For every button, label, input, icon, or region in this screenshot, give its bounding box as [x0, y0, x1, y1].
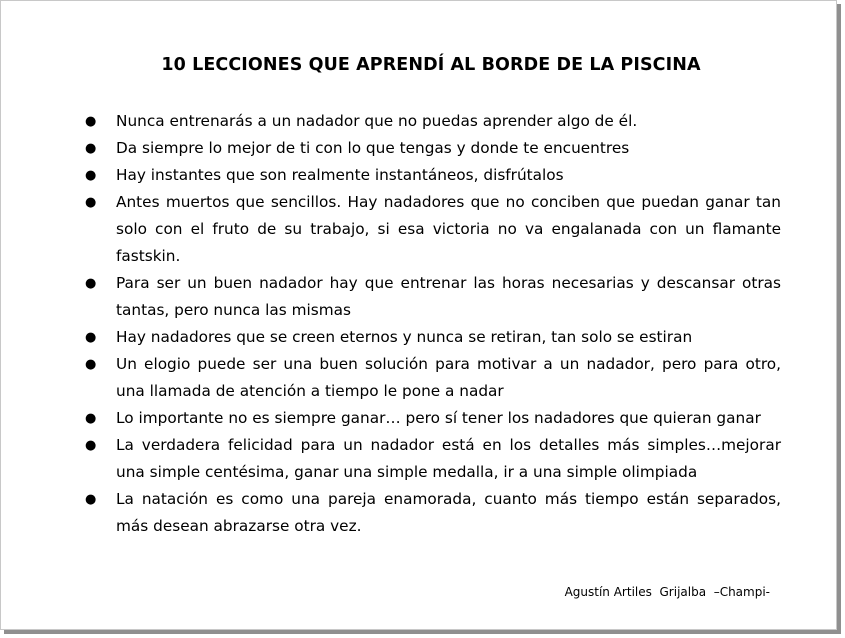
bullet-icon: ● — [85, 357, 97, 372]
list-item — [85, 189, 781, 270]
bullet-icon: ● — [85, 195, 97, 210]
bullet-icon: ● — [85, 492, 97, 507]
lessons-list — [85, 108, 781, 540]
lesson-text: Antes muertos que sencillos. Hay nadadores que no conciben que puedan ganar tan solo con el fruto de su trabajo, si esa victoria no va engalanada con un flamante fastskin. — [116, 193, 781, 265]
list-item — [85, 162, 781, 189]
bullet-icon: ● — [85, 168, 97, 183]
lesson-text: La natación es como una pareja enamorada, cuanto más tiempo están separados, más desean abrazarse otra vez. — [116, 490, 781, 535]
bullet-icon: ● — [85, 411, 97, 426]
lesson-text: Nunca entrenarás a un nadador que no puedas aprender algo de él. — [116, 112, 638, 130]
lesson-text: La verdadera felicidad para un nadador está en los detalles más simples…mejorar una simple centésima, ganar una simple medalla, ir a una simple olimpiada — [116, 436, 781, 481]
bullet-icon: ● — [85, 438, 97, 453]
list-item — [85, 432, 781, 486]
list-item — [85, 405, 781, 432]
bullet-icon: ● — [85, 276, 97, 291]
document-title: 10 LECCIONES QUE APRENDÍ AL BORDE DE LA PISCINA — [161, 55, 701, 75]
lesson-text: Un elogio puede ser una buen solución para motivar a un nadador, pero para otro, una llamada de atención a tiempo le pone a nadar — [116, 355, 781, 400]
list-item — [85, 108, 781, 135]
lesson-text: Lo importante no es siempre ganar… pero sí tener los nadadores que quieran ganar — [116, 409, 761, 427]
list-item — [85, 351, 781, 405]
list-item — [85, 135, 781, 162]
list-item — [85, 486, 781, 540]
bullet-icon: ● — [85, 141, 97, 156]
bullet-icon: ● — [85, 114, 97, 129]
author-signature: Agustín Artiles Grijalba –Champi- — [564, 585, 770, 599]
list-item — [85, 270, 781, 324]
lesson-text: Da siempre lo mejor de ti con lo que tengas y donde te encuentres — [116, 139, 630, 157]
lesson-text: Para ser un buen nadador hay que entrenar las horas necesarias y descansar otras tantas, pero nunca las mismas — [116, 274, 781, 319]
list-item — [85, 324, 781, 351]
bullet-icon: ● — [85, 330, 97, 345]
lesson-text: Hay nadadores que se creen eternos y nunca se retiran, tan solo se estiran — [116, 328, 693, 346]
lesson-text: Hay instantes que son realmente instantáneos, disfrútalos — [116, 166, 564, 184]
